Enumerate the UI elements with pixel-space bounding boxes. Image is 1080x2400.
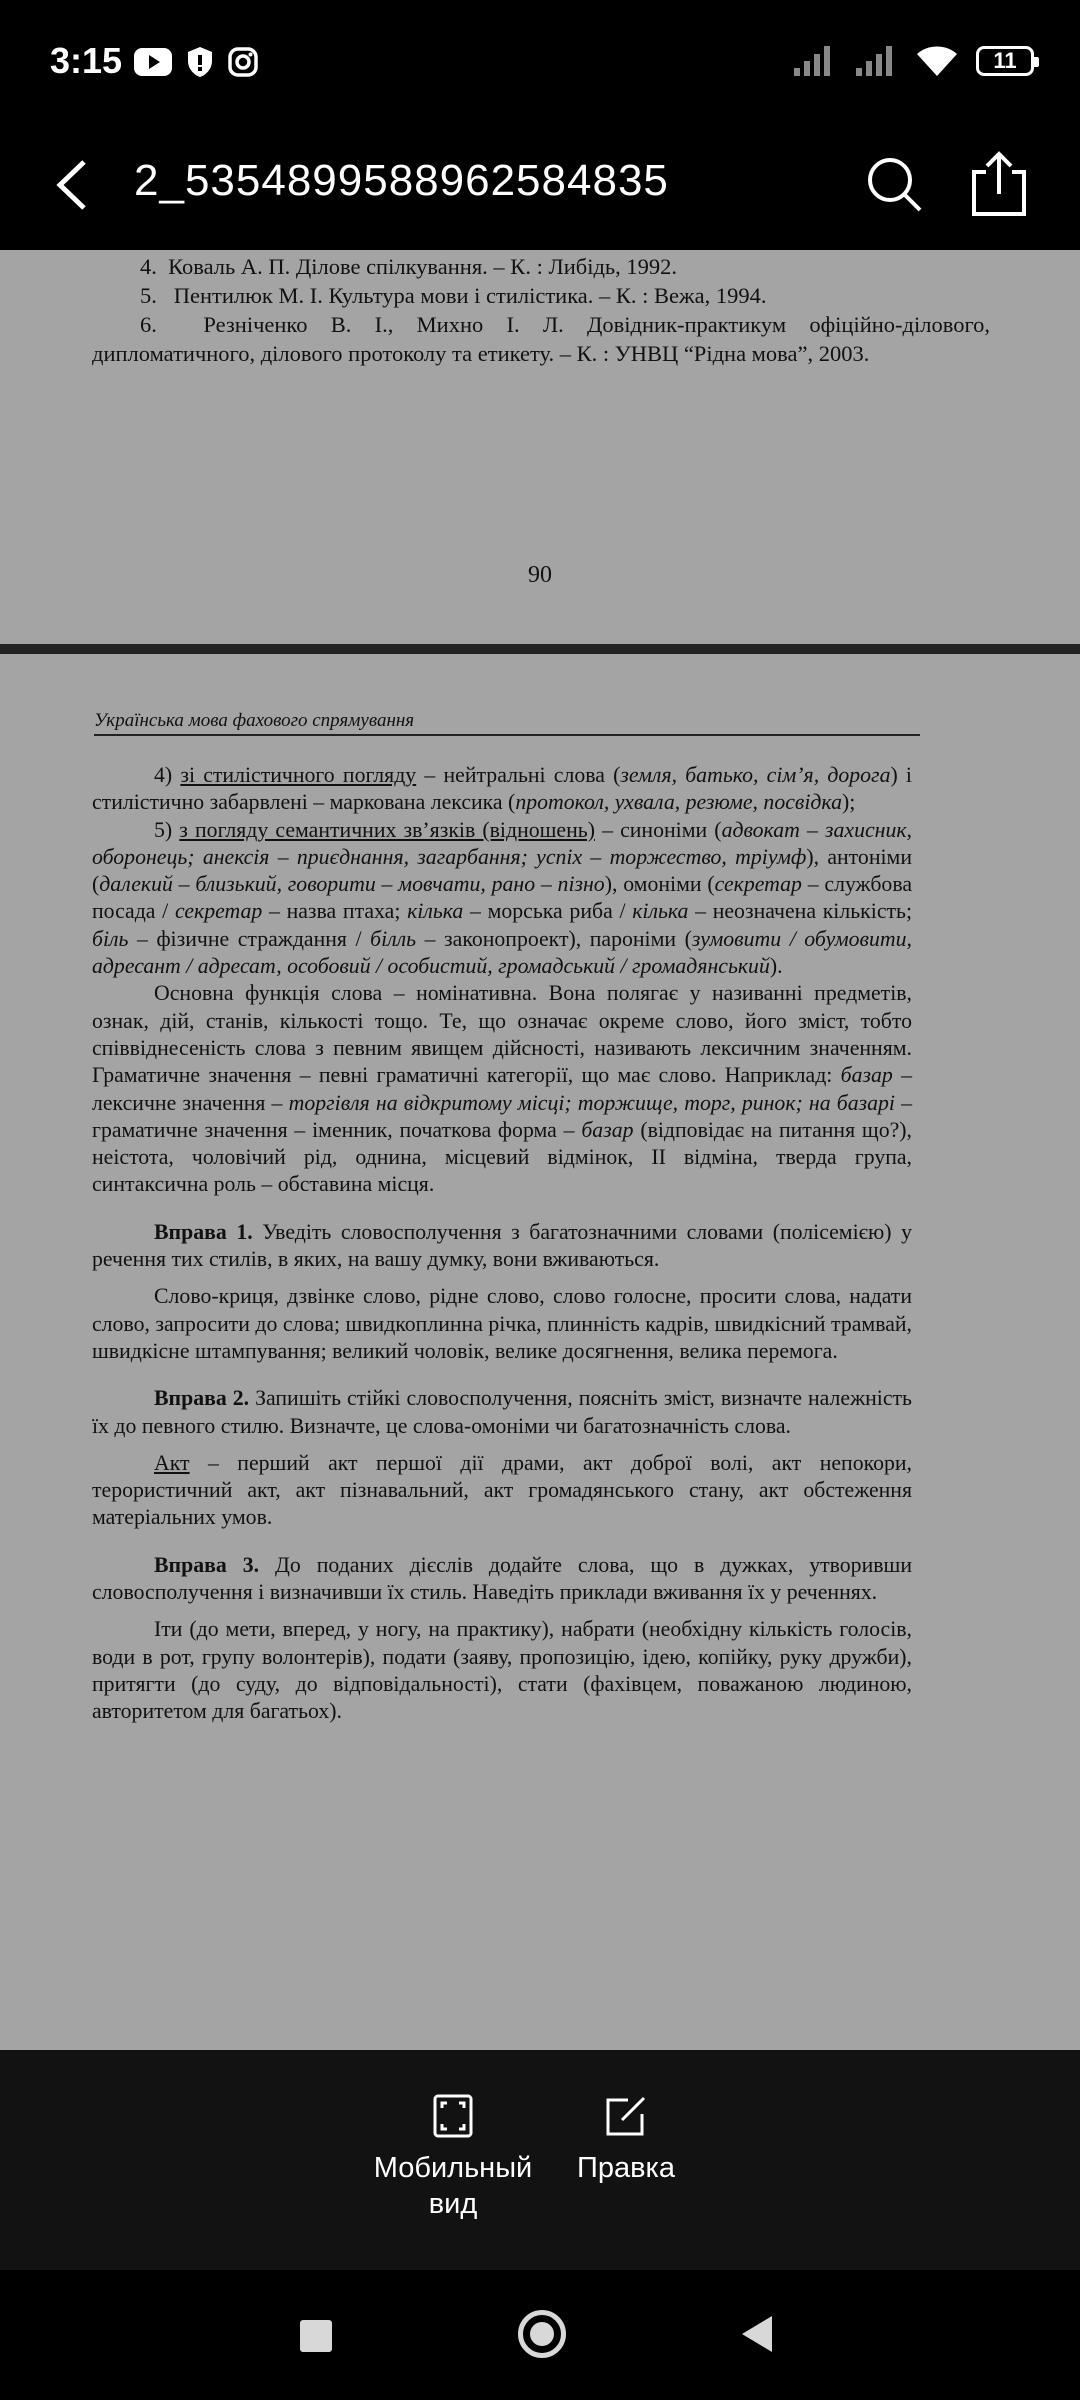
- app-header: [0, 128, 1080, 250]
- home-circle-icon[interactable]: [518, 2310, 566, 2358]
- battery-level: 11: [993, 48, 1017, 73]
- status-bar: [0, 0, 1080, 128]
- share-button[interactable]: [964, 148, 1034, 222]
- signal-icon-2: [854, 44, 898, 78]
- shield-icon: [186, 46, 214, 78]
- previous-page: [0, 250, 1080, 644]
- page-number: 90: [528, 562, 552, 588]
- reference-item: 4. Коваль А. П. Ділове спілкування. – К. : Либідь, 1992.: [140, 254, 678, 279]
- status-time: 3:15: [50, 40, 123, 81]
- exercise-1-task: Вправа 1. Уведіть словосполучення з багатозначними словами (полісемією) у речення тих стилів, в яких, на вашу думку, вони вживаються.: [92, 1219, 912, 1272]
- paragraph-semantic: 5) з погляду семантичних зв’язків (відношень) – синоніми (адвокат – захисник, оборонець; анексія – приєднання, загарбання; успіх – торжество, тріумф), антоніми (далекий – близький, говорити – мовчати, рано – пізно), омоніми (секретар – службова посада / секретар – назва птаха; кілька – морська риба / кілька – неозначена кількість; біль – фізичне страждання / білль – законопроект), пароніми (зумовити / обумовити, адресант / адресат, особовий / особистий, громадський / громадянський).: [92, 817, 913, 979]
- mobile-view-label: Мобильный вид: [373, 2152, 533, 2220]
- square-icon[interactable]: [300, 2320, 332, 2352]
- page-body: [92, 762, 912, 1726]
- exercise-2-task: Вправа 2. Запишіть стійкі словосполучення, поясніть зміст, визначте належність їх до певного стилю. Визначте, це слова-омоніми чи багатозначність слова.: [92, 1386, 912, 1438]
- exercise-3-task: Вправа 3. До поданих дієслів додайте слова, що в дужках, утворивши словосполучення і визначивши їх стиль. Наведіть приклади вживання їх у реченнях.: [92, 1552, 912, 1605]
- triangle-back-icon[interactable]: [742, 2316, 772, 2352]
- wifi-icon: [916, 44, 958, 78]
- edit-label: Правка: [577, 2152, 675, 2184]
- search-button[interactable]: [860, 150, 930, 220]
- instagram-icon: [228, 47, 258, 77]
- document-viewer[interactable]: [0, 250, 1080, 2050]
- chevron-left-icon: [54, 158, 90, 212]
- paragraph-nominative: Основна функція слова – номінативна. Вона полягає у називанні предметів, ознак, дій, станів, кількості тощо. Те, що означає окреме слово, його зміст, тобто співвіднесеність слова з певним явищем дійсності, називають лексичним значенням. Граматичне значення – певні граматичні категорії, що має слово. Наприклад: базар – лексичне значення – торгівля на відкритому місці; торжище, торг, ринок; на базарі – граматичне значення – іменник, початкова форма – базар (відповідає на питання що?), неістота, чоловічий рід, однина, місцевий відмінок, ІІ відміна, тверда група, синтаксична роль – обставина місця.: [92, 981, 912, 1197]
- navigation-bar: [0, 2270, 1080, 2400]
- exercise-2-text: Акт – перший акт першої дії драми, акт доброї волі, акт непокори, терористичний акт, акт пізнавальний, акт громадянського стану, акт обстеження матеріальних умов.: [92, 1450, 912, 1530]
- current-page: [0, 654, 1080, 2050]
- running-head: Українська мова фахового спрямування: [94, 710, 920, 736]
- exercise-3-text: Іти (до мети, вперед, у ногу, на практику), набрати (необхідну кількість голосів, води в рот, групу волонтерів), подати (заяву, пропозицію, ідею, копійку, руку дружби), притягти (до суду, до відповідальності), стати (фахівцем, поважаною людиною, авторитетом для багатьох).: [92, 1617, 912, 1724]
- back-button[interactable]: [54, 150, 114, 220]
- youtube-icon: [134, 48, 172, 76]
- paragraph-stylistic: 4) зі стилістичного погляду – нейтральні слова (земля, батько, сім’я, дорога) і стилістично забарвлені – маркована лексика (протокол, ухвала, резюме, посвідка);: [92, 763, 912, 815]
- status-notification-icons: [134, 46, 258, 78]
- signal-icon: [792, 44, 836, 78]
- reference-item: 6. Резніченко В. І., Михно І. Л. Довідник-практикум офіційно-ділового, дипломатичного, ділового протоколу та етикету. – К. : УНВЦ “Рідна мова”, 2003.: [92, 312, 990, 366]
- search-icon: [860, 150, 930, 220]
- edit-button[interactable]: [560, 2094, 692, 2186]
- exercise-1-text: Слово-криця, дзвінке слово, рідне слово, слово голосне, просити слова, надати слово, запросити до слова; швидкоплинна річка, плинність кадрів, швидкісний трамвай, швидкісне штампування; великий чоловік, велике досягнення, велика перемога.: [92, 1284, 912, 1363]
- battery-icon: [976, 46, 1034, 76]
- mobile-view-button[interactable]: [360, 2094, 546, 2222]
- status-system-icons: [792, 44, 1034, 78]
- document-title: 2_5354899588962584835: [134, 156, 669, 205]
- fullscreen-frame-icon: [431, 2094, 475, 2138]
- reference-item: 5. Пентилюк М. І. Культура мови і стилістика. – К. : Вежа, 1994.: [140, 283, 767, 308]
- share-icon: [964, 148, 1034, 222]
- reference-list: [92, 252, 990, 368]
- bottom-toolbar: [0, 2050, 1080, 2270]
- edit-icon: [604, 2094, 648, 2138]
